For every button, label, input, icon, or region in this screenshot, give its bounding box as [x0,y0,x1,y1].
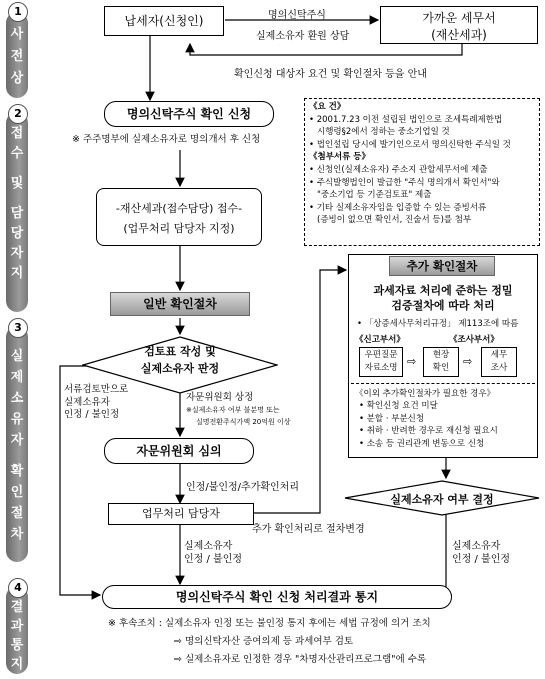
reception-line-1: -재산세과(접수담당) 접수- [115,202,243,215]
document-3: • 기타 실제소유자임을 입증할 수 있는 증빙서류 [309,202,487,213]
requirement-2: • 법인설립 당시에 발기인으로서 명의신탁한 주식일 것 [309,139,511,150]
committee-note: 자문위원회 상정 ※실제소유자 여부 불분명 또는 실명전환주식가액 20억원 이상 [186,392,291,426]
decide-result-label: 실제소유자 인정 / 불인정 [452,541,511,565]
stage-1-label: 사 전 상 [10,27,24,86]
general-procedure-bar: 일반 확인절차 [110,292,250,316]
document-2: • 주식발행법인이 발급한 "주식 명의개서 확인서"와 [309,177,500,188]
requirement-1b: 시행령§2에서 정하는 중소기업일 것 [317,127,450,138]
notice-box: 명의신탁주식 확인 신청 처리결과 통지 [102,585,452,609]
arrow-right-icon: ⇨ [407,355,417,368]
extra-change-label: 추가 확인처리로 절차변경 [252,524,365,535]
tax-office-sub: (재산세과) [431,28,487,42]
review-text: 검토표 작성 및 실제소유자 판정 [140,345,220,375]
applicant-box: 납세자(신청인) [104,6,224,36]
documents-heading: 《첨부서류 등》 [309,152,371,163]
extra-need-heading: 《이외 추가확인절차가 필요한 경우》 [355,389,496,399]
requirement-1: • 2001.7.23 이전 설립된 법인으로 조세특례제한법 [309,114,503,125]
stage-1-number: 1 [8,2,28,22]
extra-divider [351,383,535,384]
stage-3-number: 3 [8,318,28,338]
step-tax-audit: 세무 조사 [481,347,517,377]
stage-2-number: 2 [8,104,28,124]
step-site-check: 현장 확인 [423,347,459,377]
arrow-right-icon: ⇨ [463,355,473,368]
document-2b: "중소기업 등 기준검토표" 제출 [317,190,432,201]
document-1: • 신청인(실제소유자) 주소지 관할세무서에 제출 [309,164,488,175]
extra-rule: • 「상증세사무처리규정」 제113조에 따름 [357,319,519,329]
tax-office-title: 가까운 세무서 [422,11,496,25]
report-dept-heading: 《신고부서》 [355,335,405,345]
requirements-box [304,98,540,246]
consult-label-1: 명의신탁주식 [268,10,326,21]
committee-result-label: 인정/불인정/추가확인처리 [186,482,299,493]
guidance-label: 확인신청 대상자 요건 및 확인절차 등을 안내 [234,69,427,80]
apply-box: 명의신탁주식 확인 신청 [104,101,274,127]
follow-up-notes: ※ 후속조치 : 실제소유자 인정 또는 불인정 통지 후에는 세법 규정에 의거 조치 ⇨ 명의신탁자산 증여의제 등 과세여부 검토 ⇨ 실제소유자로 인정한 경우 "차명자산관리프로그램"에 수록 [108,618,431,665]
extra-need-list: • 확인신청 요건 미달 • 분할 · 부분신청 • 취하 · 반려한 경우로 재신청 필요시 • 소송 등 권리관계 변동으로 신청 [359,401,498,449]
stage-2-label: 접 수 및 담 당 자 지 [10,126,24,281]
reception-line-2: (업무처리 담당자 지정) [123,222,235,235]
extra-main-text: 과세자료 처리에 준하는 정밀 검증절차에 따라 처리 [373,284,513,312]
apply-note: ※ 주주명부에 실제소유자로 명의개서 후 신청 [72,134,261,145]
document-3b: (증빙이 없으면 확인서, 진술서 등)를 첨부 [317,215,472,226]
handler-box: 업무처리 담당자 [108,503,254,525]
stage-4-number: 4 [8,578,28,598]
handler-result-label: 실제소유자 인정 / 불인정 [184,541,243,565]
stage-3-label: 실 제 소 유 자 확 인 절 차 [10,349,24,542]
decide-text: 실제소유자 여부 결정 [390,493,494,506]
requirements-heading: 《요 건》 [309,102,346,112]
stage-4-label: 결 과 통 지 [10,600,24,672]
consult-label-2: 실제소유자 환원 상담 [256,31,350,42]
extra-procedure-box [348,254,538,458]
committee-box: 자문위원회 심의 [104,438,254,464]
tax-office-box [380,6,538,44]
doc-only-label: 서류검토만으로 실제소유자 인정 / 불인정 [64,384,129,420]
investigate-dept-heading: 《조사부서》 [449,335,499,345]
reception-box [96,188,262,246]
step-mail-question: 우편질문 자료소명 [359,347,403,377]
extra-title: 추가 확인절차 [389,256,495,276]
